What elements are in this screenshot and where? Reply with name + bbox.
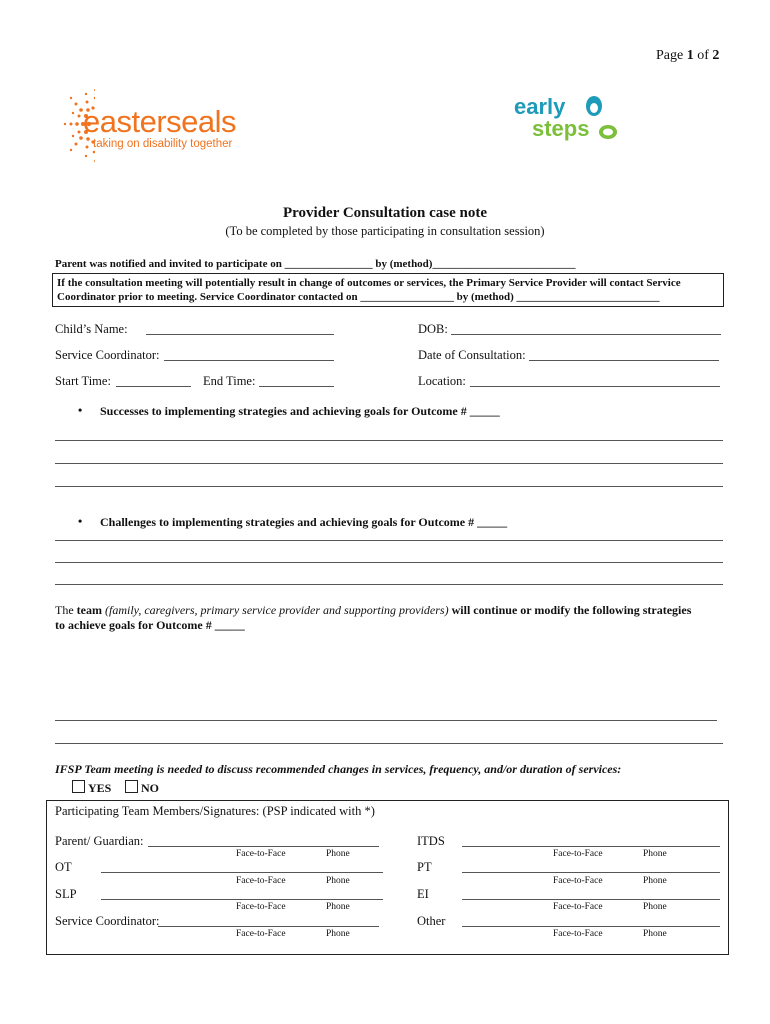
dob-field[interactable] xyxy=(451,334,721,335)
consultation-date-label: Date of Consultation: xyxy=(418,348,526,362)
parent-phone-option[interactable]: Phone xyxy=(326,849,350,859)
team-outcome-line: to achieve goals for Outcome # _____ xyxy=(55,618,245,632)
service-coordinator-label: Service Coordinator: xyxy=(55,348,160,362)
team-pre: The xyxy=(55,603,77,617)
child-name-field[interactable] xyxy=(146,334,334,335)
service-coordinator-field[interactable] xyxy=(164,360,334,361)
bullet-icon: • xyxy=(78,403,83,417)
notice-line-1: If the consultation meeting will potentially result in change of outcomes or services, the Primary Service Provider will contact Service xyxy=(57,277,681,289)
no-option[interactable] xyxy=(125,780,159,796)
yes-checkbox[interactable] xyxy=(72,780,85,793)
page-number xyxy=(656,48,719,64)
challenges-heading: Challenges to implementing strategies and achieving goals for Outcome # _____ xyxy=(100,515,508,529)
slp-signature-field[interactable] xyxy=(101,899,383,900)
end-time-label: End Time: xyxy=(203,374,256,388)
team-statement xyxy=(55,603,735,618)
itds-face-option[interactable]: Face-to-Face xyxy=(553,849,603,859)
ot-face-option[interactable]: Face-to-Face xyxy=(236,876,286,886)
logo-tagline: taking on disability together xyxy=(93,138,233,150)
role-sc-label: Service Coordinator: xyxy=(55,914,160,928)
ot-signature-field[interactable] xyxy=(101,872,383,873)
team-post: will continue or modify the following strategies xyxy=(448,603,692,617)
challenges-line-3[interactable] xyxy=(55,584,723,585)
successes-heading: Successes to implementing strategies and achieving goals for Outcome # _____ xyxy=(100,404,500,418)
notice-box xyxy=(52,273,724,307)
location-label: Location: xyxy=(418,374,466,388)
start-time-field[interactable] xyxy=(116,386,191,387)
other-signature-field[interactable] xyxy=(462,926,720,927)
slp-face-option[interactable]: Face-to-Face xyxy=(236,902,286,912)
end-time-field[interactable] xyxy=(259,386,334,387)
page-of: of xyxy=(697,48,709,63)
members-title: Participating Team Members/Signatures: (PSP indicated with *) xyxy=(55,804,375,818)
logo-wordmark: easterseals xyxy=(83,104,237,139)
role-pt-label: PT xyxy=(417,860,432,874)
child-name-label: Child’s Name: xyxy=(55,322,128,336)
page-current: 1 xyxy=(686,48,694,63)
early-steps-logo xyxy=(508,90,628,150)
no-checkbox[interactable] xyxy=(125,780,138,793)
role-other-label: Other xyxy=(417,914,446,928)
ei-phone-option[interactable]: Phone xyxy=(643,902,667,912)
other-phone-option[interactable]: Phone xyxy=(643,929,667,939)
role-slp-label: SLP xyxy=(55,887,77,901)
ei-signature-field[interactable] xyxy=(462,899,720,900)
successes-line-3[interactable] xyxy=(55,486,723,487)
page-subtitle: (To be completed by those participating in consultation session) xyxy=(225,224,545,238)
logo-early: early xyxy=(514,94,566,119)
notice-line-2[interactable]: Coordinator prior to meeting. Service Coordinator contacted on _________________ by (method) __________________________ xyxy=(57,291,660,303)
page-label: Page xyxy=(656,48,684,63)
pt-face-option[interactable]: Face-to-Face xyxy=(553,876,603,886)
location-field[interactable] xyxy=(470,386,720,387)
strategies-line-2[interactable] xyxy=(55,743,723,744)
team-italic: (family, caregivers, primary service provider and supporting providers) xyxy=(104,603,449,617)
yes-label: YES xyxy=(88,781,112,795)
other-face-option[interactable]: Face-to-Face xyxy=(553,929,603,939)
role-parent-label: Parent/ Guardian: xyxy=(55,834,144,848)
page-total: 2 xyxy=(712,48,720,63)
role-ei-label: EI xyxy=(417,887,429,901)
yes-option[interactable] xyxy=(72,780,111,796)
itds-signature-field[interactable] xyxy=(462,846,720,847)
pt-signature-field[interactable] xyxy=(462,872,720,873)
successes-line-1[interactable] xyxy=(55,440,723,441)
slp-phone-option[interactable]: Phone xyxy=(326,902,350,912)
sc-signature-field[interactable] xyxy=(158,926,379,927)
parent-face-option[interactable]: Face-to-Face xyxy=(236,849,286,859)
consultation-date-field[interactable] xyxy=(529,360,719,361)
start-time-label: Start Time: xyxy=(55,374,111,388)
bullet-icon: • xyxy=(78,514,83,528)
easterseals-logo xyxy=(55,86,255,166)
ei-face-option[interactable]: Face-to-Face xyxy=(553,902,603,912)
footprint-icon xyxy=(580,92,620,142)
no-label: NO xyxy=(141,781,159,795)
notified-line[interactable]: Parent was notified and invited to participate on ________________ by (method)__________________________ xyxy=(55,258,576,270)
role-itds-label: ITDS xyxy=(417,834,445,848)
logo-steps: steps xyxy=(532,116,590,141)
parent-signature-field[interactable] xyxy=(148,846,379,847)
strategies-line-1[interactable] xyxy=(55,720,717,721)
pt-phone-option[interactable]: Phone xyxy=(643,876,667,886)
challenges-line-1[interactable] xyxy=(55,540,723,541)
sc-phone-option[interactable]: Phone xyxy=(326,929,350,939)
challenges-line-2[interactable] xyxy=(55,562,723,563)
successes-line-2[interactable] xyxy=(55,463,723,464)
page-title: Provider Consultation case note xyxy=(282,205,488,221)
sc-face-option[interactable]: Face-to-Face xyxy=(236,929,286,939)
ifsp-question: IFSP Team meeting is needed to discuss recommended changes in services, frequency, and/or duration of services: xyxy=(55,762,622,776)
ot-phone-option[interactable]: Phone xyxy=(326,876,350,886)
itds-phone-option[interactable]: Phone xyxy=(643,849,667,859)
role-ot-label: OT xyxy=(55,860,72,874)
dob-label: DOB: xyxy=(418,322,448,336)
team-members-box xyxy=(46,800,729,955)
team-bold: team xyxy=(76,603,102,617)
